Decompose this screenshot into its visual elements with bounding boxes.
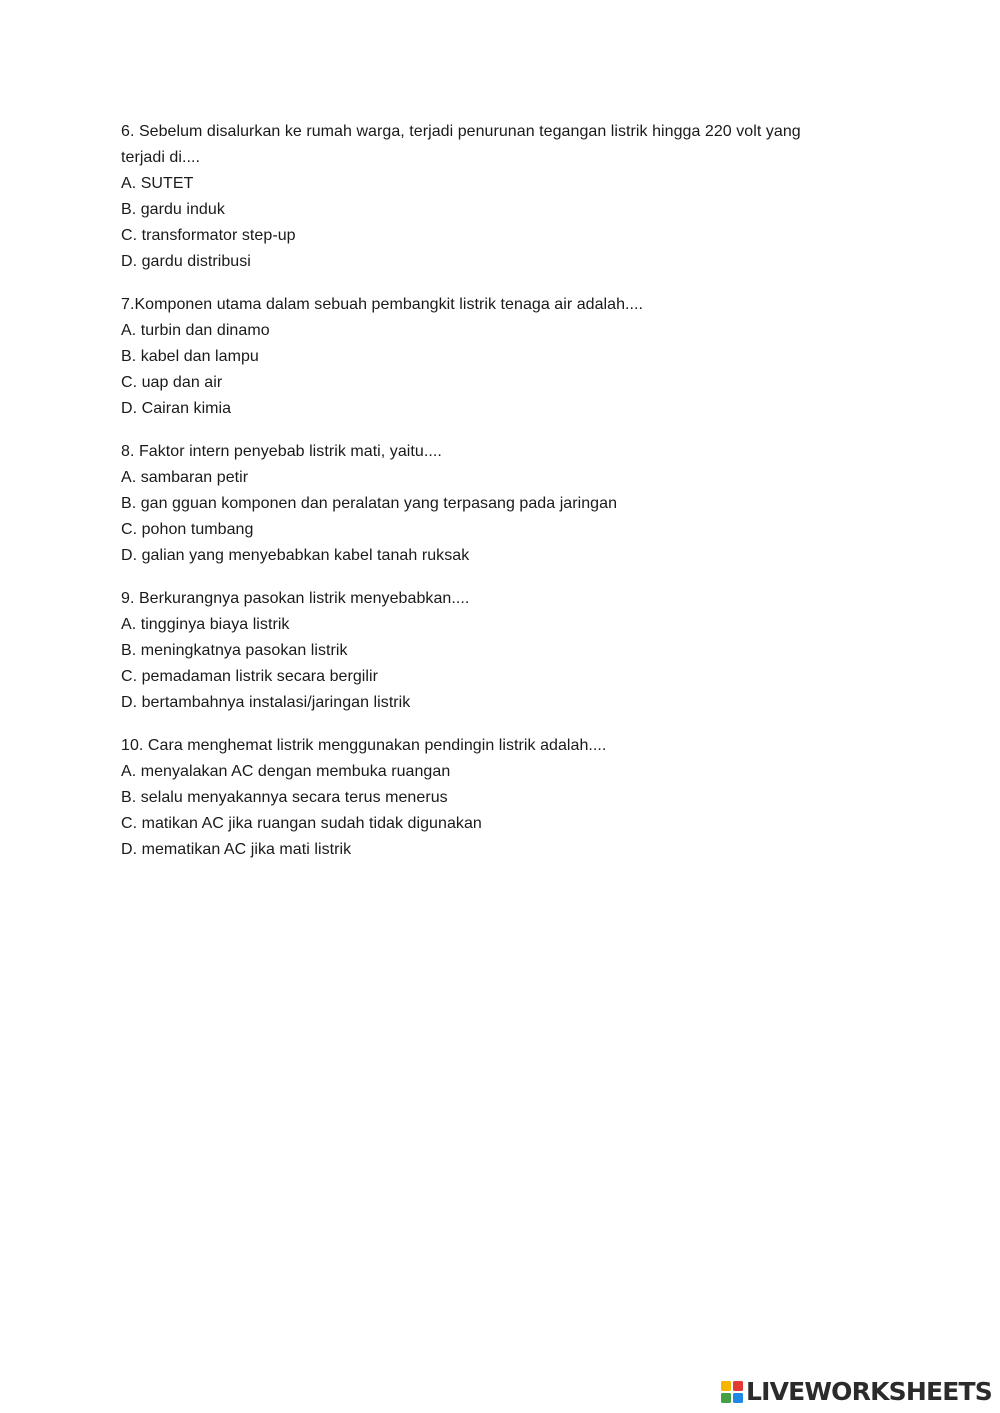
- answer-option: D. Cairan kimia: [121, 400, 232, 417]
- worksheet-page: [121, 119, 861, 880]
- question-text: 8. Faktor intern penyebab listrik mati, yaitu....: [121, 443, 442, 460]
- answer-option: A. SUTET: [121, 175, 194, 192]
- answer-option: D. bertambahnya instalasi/jaringan listrik: [121, 694, 411, 711]
- answer-option: A. menyalakan AC dengan membuka ruangan: [121, 763, 451, 780]
- answer-option: C. transformator step-up: [121, 227, 296, 244]
- question-9: [121, 586, 861, 716]
- answer-option: B. selalu menyakannya secara terus menerus: [121, 789, 448, 806]
- answer-option: D. mematikan AC jika mati listrik: [121, 841, 352, 858]
- answer-option: B. gan gguan komponen dan peralatan yang terpasang pada jaringan: [121, 495, 618, 512]
- liveworksheets-watermark: [721, 1377, 992, 1407]
- question-text: 9. Berkurangnya pasokan listrik menyebabkan....: [121, 590, 470, 607]
- question-8: [121, 439, 861, 569]
- question-text: 10. Cara menghemat listrik menggunakan pendingin listrik adalah....: [121, 737, 607, 754]
- answer-option: B. meningkatnya pasokan listrik: [121, 642, 348, 659]
- question-7: [121, 292, 861, 422]
- question-text: 7.Komponen utama dalam sebuah pembangkit listrik tenaga air adalah....: [121, 296, 644, 313]
- answer-option: B. gardu induk: [121, 201, 225, 218]
- answer-option: A. sambaran petir: [121, 469, 249, 486]
- answer-option: D. galian yang menyebabkan kabel tanah ruksak: [121, 547, 470, 564]
- answer-option: A. tingginya biaya listrik: [121, 616, 290, 633]
- answer-option: C. pemadaman listrik secara bergilir: [121, 668, 379, 685]
- watermark-brand-text: LIVEWORKSHEETS: [745, 1377, 992, 1406]
- answer-option: C. pohon tumbang: [121, 521, 254, 538]
- question-6: [121, 119, 861, 275]
- answer-option: A. turbin dan dinamo: [121, 322, 270, 339]
- answer-option: B. kabel dan lampu: [121, 348, 259, 365]
- answer-option: C. uap dan air: [121, 374, 223, 391]
- answer-option: D. gardu distribusi: [121, 253, 251, 270]
- liveworksheets-logo-icon: [721, 1381, 743, 1403]
- question-text: 6. Sebelum disalurkan ke rumah warga, terjadi penurunan tegangan listrik hingga 220 volt yang terjadi di....: [121, 123, 806, 166]
- question-10: [121, 733, 861, 863]
- answer-option: C. matikan AC jika ruangan sudah tidak digunakan: [121, 815, 482, 832]
